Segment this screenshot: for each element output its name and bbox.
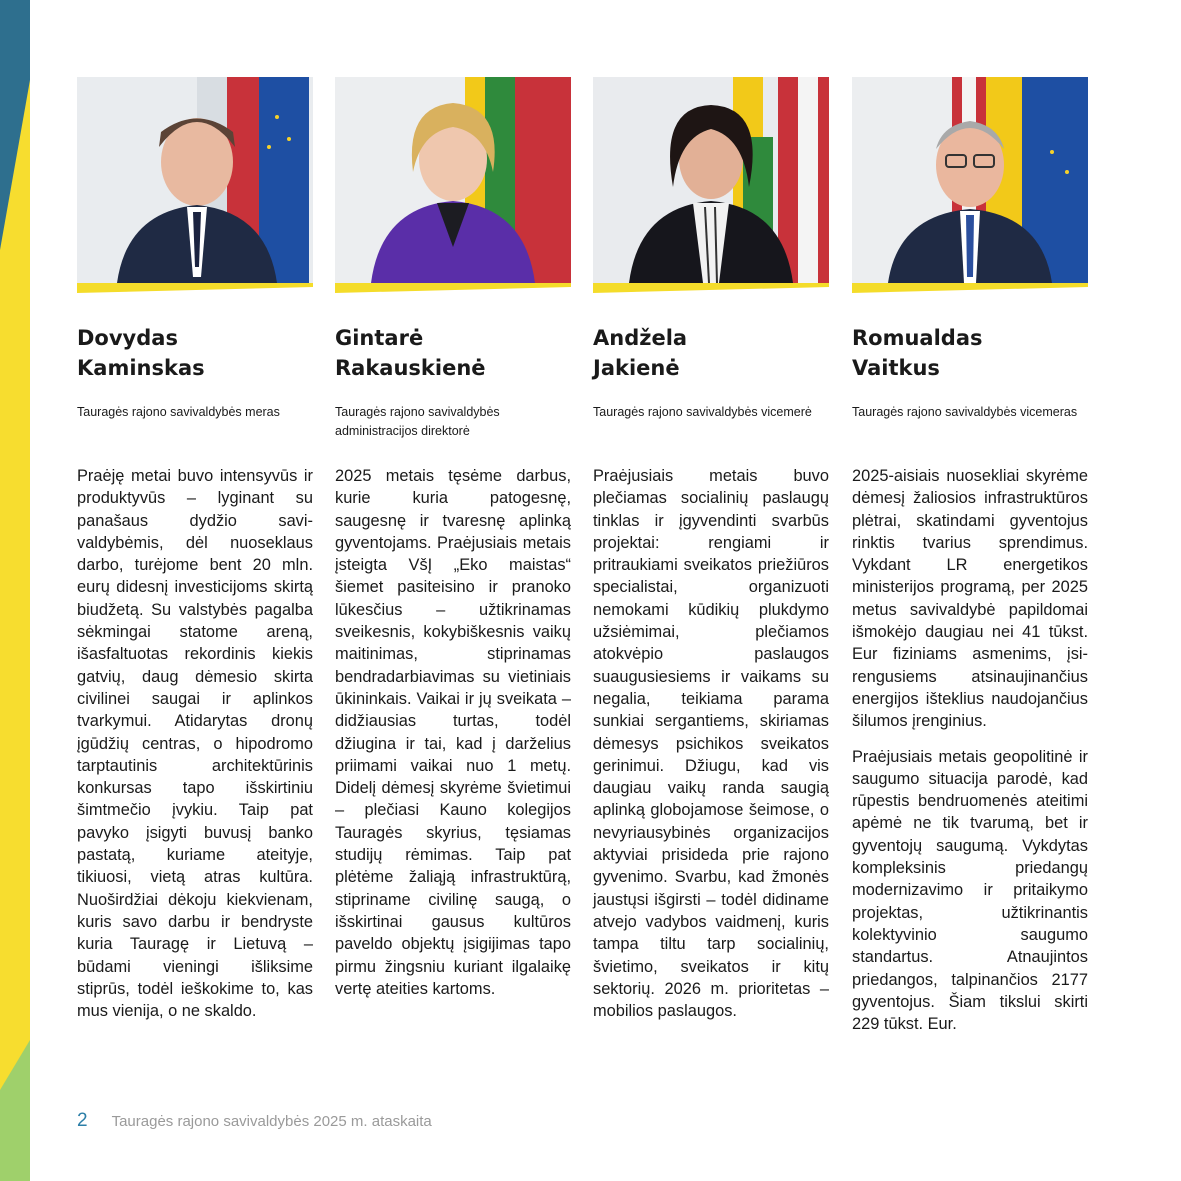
- portrait-photo: [335, 77, 571, 283]
- person-name: [77, 323, 313, 383]
- statement-paragraph: 2025-aisiais nuosekliai skyrėme dėmesį žaliosios infrastruktūros plėtrai, skatindami gyventojus rinktis tvarius sprendimus. Vykdant LR energetikos ministerijos programą, per 2025 metus savivaldybė papildomai išmokėjo daugiau nei 41 tūkst. Eur fiziniams asmenims, įsirengusiems atsinaujinančius energijos išteklius naudojančius šilumos įrenginius.: [852, 467, 1088, 731]
- report-title: Tauragės rajono savivaldybės 2025 m. ataskaita: [111, 1112, 432, 1130]
- photo-accent-bar: [77, 283, 313, 293]
- portrait-photo: [593, 77, 829, 283]
- person-role: Tauragės rajono savivaldybės vicemerė: [593, 405, 812, 419]
- name-line-1: Gintarė: [335, 326, 424, 350]
- portrait-illustration: [335, 77, 571, 283]
- profile-column-2: [335, 77, 571, 998]
- person-name: [335, 323, 571, 383]
- profile-column-1: [77, 77, 313, 1021]
- statement-text: [77, 465, 313, 1035]
- stripe-graphic: [0, 0, 30, 1181]
- statement-text: [335, 465, 571, 1013]
- person-role: Tauragės rajono savivaldybės meras: [77, 405, 280, 419]
- name-line-1: Romualdas: [852, 326, 983, 350]
- photo-accent-bar: [852, 283, 1088, 293]
- person-role: Tauragės rajono savivaldybės administracijos direktorė: [335, 405, 500, 438]
- profile-column-3: [593, 77, 829, 1021]
- statement-paragraph: Praėjusiais metais buvo plečiamas socialinių paslaugų tinklas ir įgyvendinti svarbūs projektai: rengiami ir pritraukiami sveikatos priežiūros specialistai, organizuoti nemokami kūdikių plukdymo užsiėmimai, plečiamos atokvėpio paslaugos suaugusiesiems ir vaikams su negalia, teikiama parama sunkiai sergantiems, skiriamas dėmesys psichikos sveikatos gerinimui. Džiugu, kad vis daugiau vaikų randa saugią aplinką globojamose šeimose, o nevyriausybinės organizacijos aktyviai prisideda prie rajono gyvenimo. Svarbu, kad žmonės jaustųsi išgirsti – todėl didiname atvejo vadybos vaidmenį, kuris tampa tiltu tarp socialinių, švietimo, sveikatos ir kitų sektorių. 2026 m. prioritetas – mobilios paslaugos.: [593, 467, 829, 1021]
- page-footer: [77, 1108, 432, 1134]
- statement-paragraph: Praėję metai buvo intensyvūs ir produktyvūs – lyginant su panašaus dydžio savivaldybėmis, dėl nuoseklaus darbo, turėjome bent 20 mln. eurų didesnį investicijoms skirtą biudžetą. Su valstybės pagalba sėkmingai statome areną, išasfaltuotas rekordinis kiekis gatvių, daug dėmesio skirta civilinei saugai ir aplinkos tvarkymui. Atidarytas dronų įgūdžių centras, o hipodromo tarptautinis architektūrinis konkursas tapo išskirtiniu šimtmečio įvykiu. Taip pat pavyko įsigyti buvusį banko pastatą, kuriame ateityje, tikiuosi, vietą atras kultūra. Nuoširdžiai dėkoju kiekvienam, kuris savo darbu ir bendryste kuria Tauragę ir Lietuvą – būdami vieningi išliksime stiprūs, todėl ieškokime to, kas mus vienija, o ne skaldo.: [77, 467, 313, 1021]
- person-name: [852, 323, 1088, 383]
- person-role: Tauragės rajono savivaldybės vicemeras: [852, 405, 1078, 419]
- portrait-illustration: [852, 77, 1088, 283]
- name-line-1: Dovydas: [77, 326, 178, 350]
- name-line-2: Kaminskas: [77, 356, 205, 380]
- name-line-2: Jakienė: [593, 356, 680, 380]
- portrait-illustration: [593, 77, 829, 283]
- name-line-1: Andžela: [593, 326, 688, 350]
- page-number: 2: [77, 1110, 88, 1131]
- photo-accent-bar: [335, 283, 571, 293]
- statement-paragraph: Praėjusiais metais geopolitinė ir saugumo situacija parodė, kad rūpestis bendruomenės ateitimi apėmė ne tik tvarumą, bet ir gyventojų saugumą. Vykdytas kompleksinis priedangų modernizavimo ir pritaikymo projektas, užtikrinantis kolektyvinio saugumo standartus. Atnaujintos priedangos, talpinančios 2177 gyventojus. Šiam tikslui skirti 229 tūkst. Eur.: [852, 747, 1088, 1034]
- portrait-illustration: [77, 77, 313, 283]
- person-name: [593, 323, 829, 383]
- left-decorative-stripe: [0, 0, 30, 1181]
- statement-paragraph: 2025 metais tęsėme darbus, kurie kuria patogesnę, saugesnę ir tvaresnę aplinką gyventojams. Praėjusiais metais įsteigta VšĮ „Eko maistas“ šiemet pasiteisino ir pranoko lūkesčius – užtikrinamas sveikesnis, kokybiškesnis vaikų maitinimas, stiprinamas bendradarbiavimas su vietiniais ūkininkais. Vaikai ir jų sveikata – didžiausias turtas, todėl džiugina ir tai, kad į darželius priimami vaikai nuo 1 metų. Didelį dėmesį skyrėme švietimui – plečiasi Kauno kolegijos Tauragės skyrius, tęsiamas studijų rėmimas. Taip pat plėtėme žaliąją infrastruktūrą, stipriname civilinę saugą, o išskirtinai gausus kultūros paveldo objektų įsigijimas tapo pirmu žingsniu kuriant ilgalaikę vertę ateities kartoms.: [335, 467, 571, 998]
- portrait-photo: [77, 77, 313, 283]
- name-line-2: Rakauskienė: [335, 356, 486, 380]
- statement-text: [852, 465, 1088, 1048]
- statement-text: [593, 465, 829, 1035]
- name-line-2: Vaitkus: [852, 356, 940, 380]
- profile-column-4: [852, 77, 1088, 1034]
- portrait-photo: [852, 77, 1088, 283]
- photo-accent-bar: [593, 283, 829, 293]
